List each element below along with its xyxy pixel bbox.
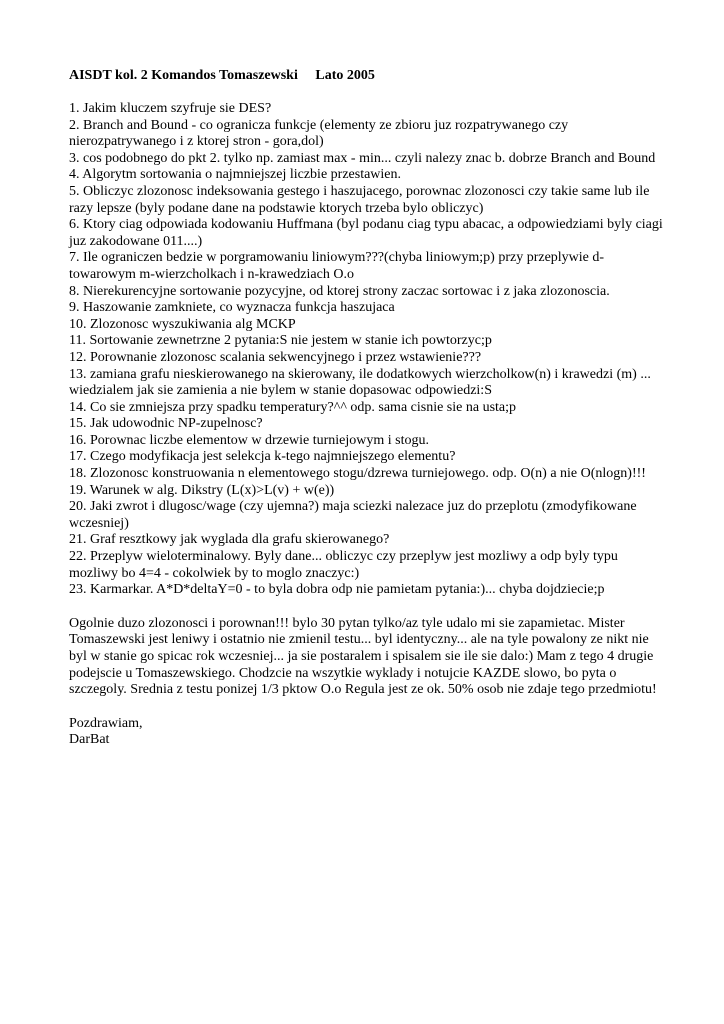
question-item: 11. Sortowanie zewnetrzne 2 pytania:S nie jestem w stanie ich powtorzyc;p (69, 333, 492, 349)
document-page (69, 67, 669, 749)
question-list (69, 101, 669, 599)
question-item: 15. Jak udowodnic NP-zupelnosc? (69, 416, 263, 432)
question-item: 1. Jakim kluczem szyfruje sie DES? (69, 101, 272, 116)
signature: DarBat (69, 732, 110, 748)
question-item: 7. Ile ograniczen bedzie w porgramowaniu liniowym???(chyba liniowym;p) przy przeplywie d-towarowym m-wierzcholkach i n-krawedziach O.o (69, 250, 605, 282)
document-title (69, 67, 669, 84)
question-item: 5. Obliczyc zlozonosc indeksowania gestego i haszujacego, porownac zlozonosci czy takie same lub ile razy lepsze (byly podane dane na podstawie ktorych trzeba bylo obliczyc) (69, 183, 650, 216)
question-item: 19. Warunek w alg. Dikstry (L(x)>L(v) + w(e)) (69, 482, 335, 498)
question-item: 20. Jaki zwrot i dlugosc/wage (czy ujemna?) maja sciezki nalezace juz do przeplotu (zmodyfikowane wczesniej) (69, 499, 637, 531)
question-item: 16. Porownac liczbe elementow w drzewie turniejowym i stogu. (69, 432, 430, 448)
question-item: 14. Co sie zmniejsza przy spadku temperatury?^^ odp. sama cisnie sie na usta;p (69, 399, 517, 415)
summary-paragraph: Ogolnie duzo zlozonosci i porownan!!! bylo 30 pytan tylko/az tyle udalo mi sie zapamietac. Mister Tomaszewski jest leniwy i ostatnio nie zmienil testu... byl identyczny... ale na tyle powalony ze nikt nie byl w stanie go spicac rok wczesniej... ja sie postaralem i spisalem sie ile sie dalo:) Mam z tego 4 drugie podejscie u Tomaszewskiego. Chodzcie na wszytkie wyklady i notujcie KAZDE slowo, bo pyta o szczegoly. Srednia z testu ponizej 1/3 pktow O.o Regula jest ze ok. 50% osob nie zdaje tego przedmiotu! (69, 615, 657, 698)
question-item: 12. Porownanie zlozonosc scalania sekwencyjnego i przez wstawienie??? (69, 349, 482, 365)
question-item: 4. Algorytm sortowania o najmniejszej liczbie przestawien. (69, 167, 402, 183)
question-item: 8. Nierekurencyjne sortowanie pozycyjne, od ktorej strony zaczac sortowac i z jaka zlozonoscia. (69, 283, 610, 299)
title-course: AISDT kol. 2 Komandos Tomaszewski (69, 68, 298, 83)
question-item: 6. Ktory ciag odpowiada kodowaniu Huffmana (byl podanu ciag typu abacac, a odpowiedziami byly ciagi juz zakodowane 011....) (69, 217, 663, 249)
signoff (69, 716, 669, 749)
question-item: 3. cos podobnego do pkt 2. tylko np. zamiast max - min... czyli nalezy znac b. dobrze Branch and Bound (69, 150, 656, 166)
question-item: 18. Zlozonosc konstruowania n elementowego stogu/dzrewa turniejowego. odp. O(n) a nie O(nlogn)!!! (69, 466, 646, 482)
title-term: Lato 2005 (315, 68, 375, 83)
question-item: 22. Przeplyw wieloterminalowy. Byly dane... obliczyc czy przeplyw jest mozliwy a odp byly typu mozliwy bo 4=4 - cokolwiek by to moglo znaczyc:) (69, 549, 618, 581)
question-item: 10. Zlozonosc wyszukiwania alg MCKP (69, 316, 296, 332)
question-item: 9. Haszowanie zamkniete, co wyznacza funkcja haszujaca (69, 300, 395, 316)
question-item: 17. Czego modyfikacja jest selekcja k-tego najmniejszego elementu? (69, 449, 456, 465)
question-item: 2. Branch and Bound - co ogranicza funkcje (elementy ze zbioru juz rozpatrywanego czy nierozpatrywanego i z ktorej stron - gora,dol) (69, 117, 569, 150)
question-item: 21. Graf resztkowy jak wyglada dla grafu skierowanego? (69, 532, 390, 548)
question-item: 13. zamiana grafu nieskierowanego na skierowany, ile dodatkowych wierzcholkow(n) i krawedzi (m) ... wiedzialem jak sie zamienia a nie bylem w stanie dopasowac odpowiedzi:S (69, 366, 651, 399)
greeting: Pozdrawiam, (69, 715, 143, 731)
question-item: 23. Karmarkar. A*D*deltaY=0 - to byla dobra odp nie pamietam pytania:)... chyba dojdziecie;p (69, 582, 605, 598)
